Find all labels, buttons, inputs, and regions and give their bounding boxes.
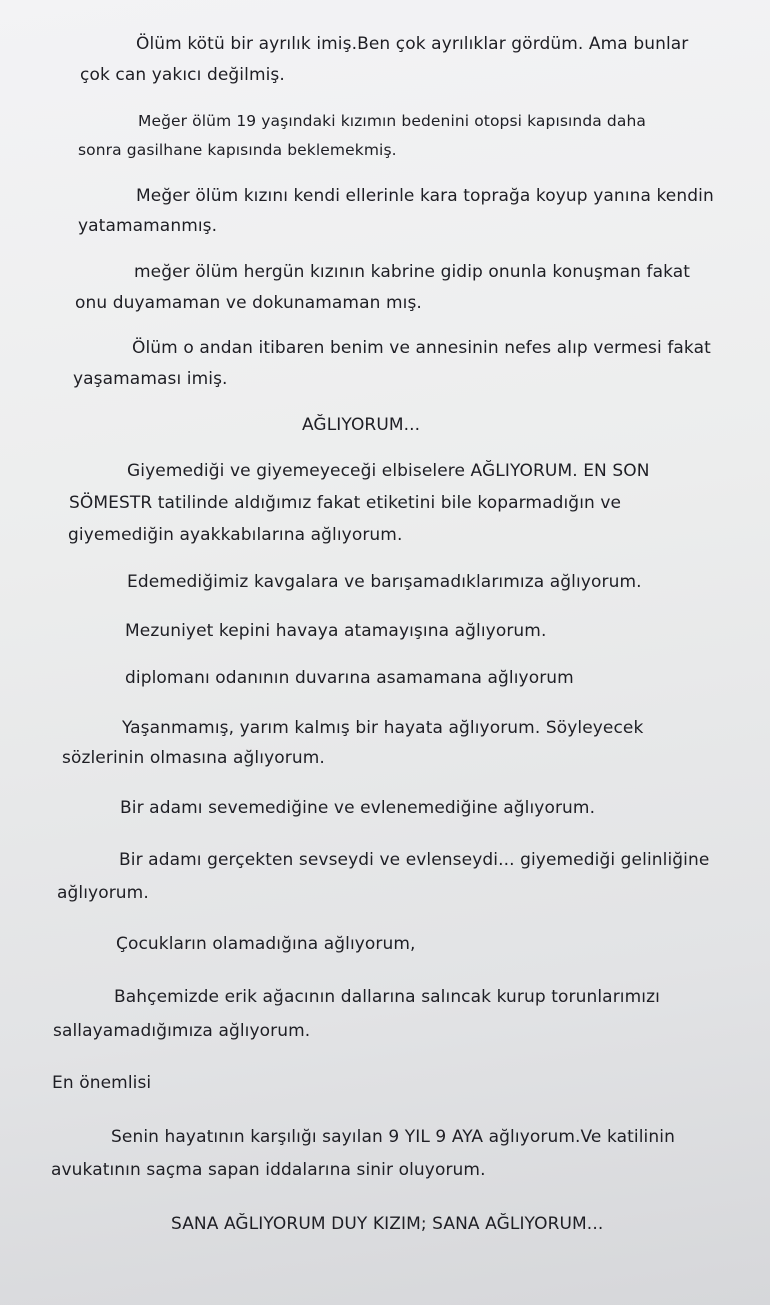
text-line: giyemediğin ayakkabılarına ağlıyorum. xyxy=(68,525,403,545)
text-line: avukatının saçma sapan iddalarına sinir oluyorum. xyxy=(51,1160,486,1180)
text-line: yaşamaması imiş. xyxy=(73,369,228,389)
text-line: ağlıyorum. xyxy=(57,883,149,903)
text-line: Çocukların olamadığına ağlıyorum, xyxy=(116,934,416,954)
text-line: Meğer ölüm kızını kendi ellerinle kara toprağa koyup yanına kendin xyxy=(136,186,714,206)
text-line: Giyemediği ve giyemeyeceği elbiselere AĞLIYORUM. EN SON xyxy=(127,461,650,481)
text-line: Ölüm o andan itibaren benim ve annesinin nefes alıp vermesi fakat xyxy=(132,338,711,358)
text-line: sallayamadığımıza ağlıyorum. xyxy=(53,1021,311,1041)
text-line: Senin hayatının karşılığı sayılan 9 YIL 9 AYA ağlıyorum.Ve katilinin xyxy=(111,1127,675,1147)
closing-line: SANA AĞLIYORUM DUY KIZIM; SANA AĞLIYORUM... xyxy=(171,1214,604,1234)
text-line: SÖMESTR tatilinde aldığımız fakat etiketini bile koparmadığın ve xyxy=(69,493,622,513)
text-line: Bir adamı sevemediğine ve evlenemediğine ağlıyorum. xyxy=(120,798,596,818)
text-line: diplomanı odanının duvarına asamamana ağlıyorum xyxy=(125,668,574,688)
text-line: sonra gasilhane kapısında beklemekmiş. xyxy=(78,141,397,159)
text-line: Meğer ölüm 19 yaşındaki kızımın bedenini otopsi kapısında daha xyxy=(138,112,646,130)
text-line: Bir adamı gerçekten sevseydi ve evlenseydi... giyemediği gelinliğine xyxy=(119,850,710,870)
text-line: Edemediğimiz kavgalara ve barışamadıklarımıza ağlıyorum. xyxy=(127,572,642,592)
text-line: yatamamanmış. xyxy=(78,216,218,236)
text-line: onu duyamaman ve dokunamaman mış. xyxy=(75,293,422,313)
text-line: sözlerinin olmasına ağlıyorum. xyxy=(62,748,325,768)
text-line: çok can yakıcı değilmiş. xyxy=(80,65,285,85)
text-line: Yaşanmamış, yarım kalmış bir hayata ağlıyorum. Söyleyecek xyxy=(122,718,644,738)
text-line: En önemlisi xyxy=(52,1073,152,1093)
text-line: Bahçemizde erik ağacının dallarına salıncak kurup torunlarımızı xyxy=(114,987,660,1007)
text-line: Ölüm kötü bir ayrılık imiş.Ben çok ayrılıklar gördüm. Ama bunlar xyxy=(136,34,689,54)
text-line: meğer ölüm hergün kızının kabrine gidip onunla konuşman fakat xyxy=(134,262,691,282)
section-heading: AĞLIYORUM... xyxy=(302,415,421,435)
text-line: Mezuniyet kepini havaya atamayışına ağlıyorum. xyxy=(125,621,547,641)
